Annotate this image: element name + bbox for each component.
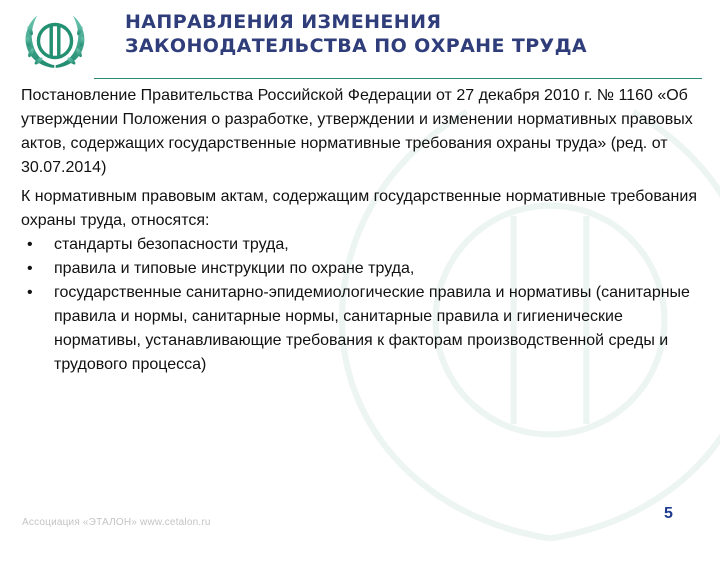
list-item-text: правила и типовые инструкции по охране труда,: [54, 260, 415, 277]
page-title-line-1: НАПРАВЛЕНИЯ ИЗМЕНЕНИЯ: [125, 11, 442, 33]
page-title-line-2: ЗАКОНОДАТЕЛЬСТВА ПО ОХРАНЕ ТРУДА: [125, 35, 588, 57]
bullet-icon: •: [27, 260, 33, 277]
bullet-icon: •: [27, 284, 33, 301]
regulation-title: Постановление Правительства Российской Федерации от 27 декабря 2010 г. № 1160 «Об утверждении Положения о разработке, утверждении и изменении нормативных правовых актов, содержащих государственные нормативные требования охраны труда» (ред. от 30.07.2014): [21, 87, 693, 176]
bullet-icon: •: [27, 236, 33, 253]
list-item: [21, 257, 701, 281]
header-divider: [94, 78, 702, 79]
bullet-list: [21, 233, 701, 377]
list-item: [21, 233, 701, 257]
page-title: [125, 10, 587, 58]
page-number: 5: [664, 505, 673, 522]
association-logo-icon: [20, 10, 90, 72]
list-item-text: стандарты безопасности труда,: [54, 236, 289, 253]
list-item: [21, 281, 701, 377]
list-item-text: государственные санитарно-эпидемиологические правила и нормативы (санитарные правила и нормы, санитарные нормы, санитарные правила и гигиенические нормативы, устанавливающие требования к факторам производственной среды и трудового процесса): [54, 284, 690, 373]
slide-content: [21, 84, 701, 377]
intro-paragraph: К нормативным правовым актам, содержащим государственные нормативные требования охраны труда, относятся:: [21, 188, 697, 229]
footer-organization: Ассоциация «ЭТАЛОН» www.cetalon.ru: [22, 517, 211, 528]
